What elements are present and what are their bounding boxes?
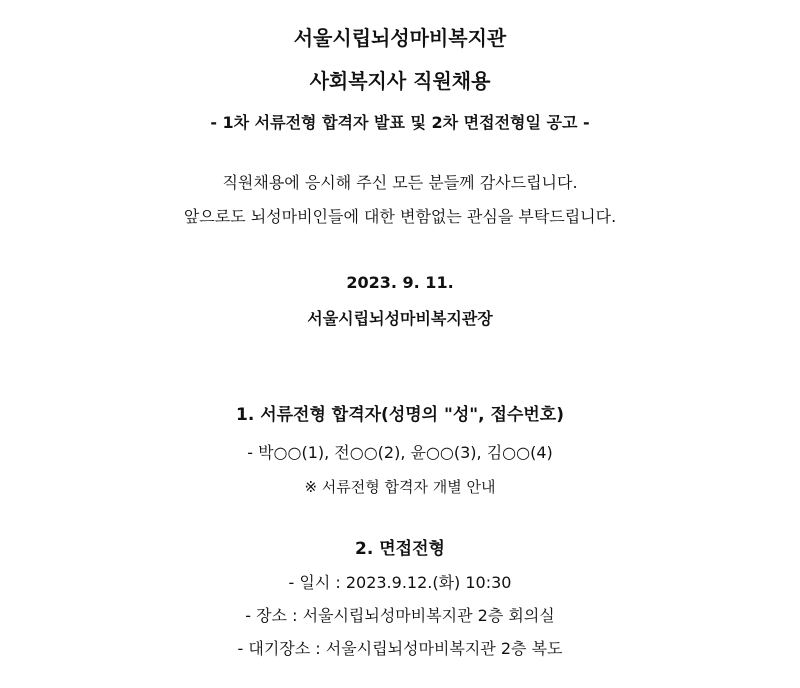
notice-subtitle: - 1차 서류전형 합격자 발표 및 2차 면접전형일 공고 -	[210, 113, 590, 132]
thanks-message: 직원채용에 응시해 주신 모든 분들께 감사드립니다.	[222, 173, 578, 192]
organization-title: 서울시립뇌성마비복지관	[293, 26, 507, 50]
individual-notice-note: ※ 서류전형 합격자 개별 안내	[304, 478, 496, 496]
signer-name: 서울시립뇌성마비복지관장	[307, 309, 493, 328]
notice-date: 2023. 9. 11.	[346, 273, 454, 292]
section-interview-heading: 2. 면접전형	[355, 539, 445, 559]
interview-datetime: - 일시 : 2023.9.12.(화) 10:30	[288, 573, 512, 592]
passed-candidates-list: - 박○○(1), 전○○(2), 윤○○(3), 김○○(4)	[247, 443, 553, 462]
interview-place: - 장소 : 서울시립뇌성마비복지관 2층 회의실	[245, 606, 555, 625]
section-document-screening-heading: 1. 서류전형 합격자(성명의 "성", 접수번호)	[235, 405, 564, 425]
job-posting-title: 사회복지사 직원채용	[309, 69, 491, 93]
interview-waiting-place: - 대기장소 : 서울시립뇌성마비복지관 2층 복도	[237, 639, 563, 658]
request-message: 앞으로도 뇌성마비인들에 대한 변함없는 관심을 부탁드립니다.	[183, 207, 617, 226]
